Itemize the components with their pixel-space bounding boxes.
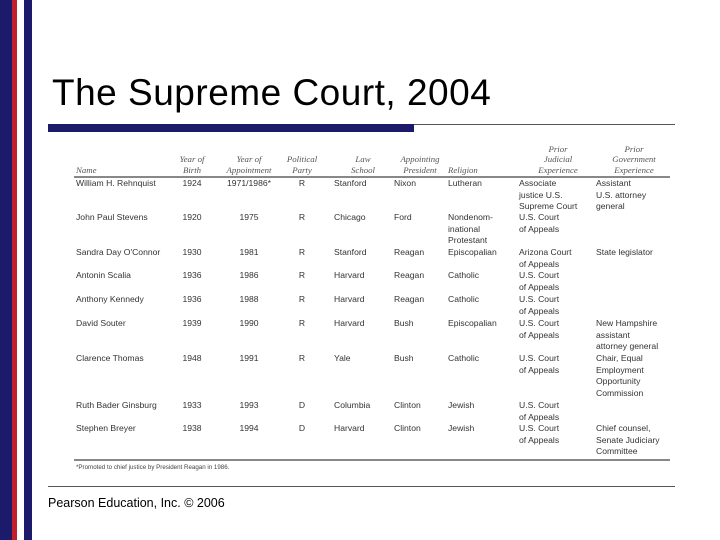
table-cell-prior-judicial [519,294,597,317]
table-cell-appointment-year [218,212,280,224]
table-cell-appointment-year [218,247,280,259]
column-header-political-party [282,137,322,175]
cell-line: 1991 [239,353,259,363]
table-cell-prior-judicial [519,212,597,235]
cell-line: justice U.S. [519,189,563,200]
cell-line: Jewish [448,423,475,433]
cell-line: 1994 [239,423,259,433]
cell-line: Commission [596,387,644,398]
cell-line: D [298,423,306,433]
table-bottom-rule [74,459,670,461]
table-cell-appointing-president [394,178,446,190]
left-stripe-navy-inner [24,0,32,540]
cell-line: Harvard [334,318,365,328]
table-cell-birth-year [176,318,208,330]
cell-line: general [596,201,625,212]
slide-title: The Supreme Court, 2004 [52,72,492,113]
cell-line: of Appeals [519,258,560,269]
cell-line: Protestant [448,235,488,246]
column-header-line: Experience [614,164,654,175]
table-cell-prior-judicial [519,318,597,341]
table-cell-political-party [282,423,322,435]
justices-table [72,137,672,477]
cell-line: 1924 [182,178,202,188]
cell-line: Stanford [334,178,367,188]
column-header-line: Religion [448,164,478,175]
table-cell-appointment-year [218,270,280,282]
cell-line: of Appeals [519,305,560,316]
cell-line: D [298,400,306,410]
table-cell-religion [448,247,516,259]
left-stripe-white [17,0,24,540]
column-header-line: Experience [538,164,578,175]
cell-line: U.S. Court [519,423,560,433]
table-cell-name [76,294,176,306]
cell-line: Assistant [596,178,631,188]
table-footnote: *Promoted to chief justice by President Reagan in 1986. [76,464,230,471]
cell-line: State legislator [596,247,653,257]
cell-line: William H. Rehnquist [76,178,156,188]
cell-line: Clinton [394,400,421,410]
table-cell-birth-year [176,423,208,435]
table-cell-political-party [282,294,322,306]
cell-line: R [298,294,306,304]
table-cell-religion [448,270,516,282]
cell-line: Ruth Bader Ginsburg [76,400,157,410]
column-header-line: Judicial [543,154,573,164]
cell-line: Antonin Scalia [76,270,131,280]
table-cell-birth-year [176,212,208,224]
column-header-line: Year of [236,154,262,164]
table-cell-religion [448,294,516,306]
cell-line: Catholic [448,270,480,280]
table-cell-birth-year [176,400,208,412]
column-header-line: Prior [548,143,568,154]
column-header-line: President [403,164,437,175]
cell-line: Catholic [448,294,480,304]
cell-line: Harvard [334,294,365,304]
table-cell-appointment-year [218,178,280,190]
cell-line: 1993 [239,400,259,410]
table-cell-political-party [282,247,322,259]
table-cell-appointing-president [394,270,446,282]
cell-line: Committee [596,446,638,457]
column-header-law-school [334,137,392,175]
column-header-line: Year of [179,154,205,164]
column-header-line: Appointing [400,154,440,164]
table-cell-religion [448,178,516,190]
cell-line: R [298,247,306,257]
cell-line: Stanford [334,247,367,257]
cell-line: U.S. Court [519,400,560,410]
cell-line: Opportunity [596,376,641,387]
title-accent-bar [48,124,414,132]
table-cell-prior-government [596,423,672,458]
table-cell-appointment-year [218,318,280,330]
table-cell-name [76,270,176,282]
cell-line: U.S. Court [519,212,560,222]
table-cell-law-school [334,247,392,259]
table-cell-appointing-president [394,212,446,224]
cell-line: Harvard [334,270,365,280]
cell-line: R [298,270,306,280]
column-header-line: Party [292,164,312,175]
column-header-line: Name [76,164,97,175]
table-cell-political-party [282,212,322,224]
table-cell-prior-judicial [519,353,597,376]
table-cell-appointment-year [218,353,280,365]
table-cell-appointment-year [218,400,280,412]
column-header-line: School [351,164,375,175]
table-cell-name [76,212,176,224]
table-cell-appointment-year [218,423,280,435]
cell-line: 1986 [239,270,259,280]
cell-line: Bush [394,353,414,363]
cell-line: U.S. Court [519,318,560,328]
cell-line: of Appeals [519,329,560,340]
table-cell-appointing-president [394,318,446,330]
table-cell-birth-year [176,353,208,365]
cell-line: Reagan [394,294,425,304]
cell-line: 1948 [182,353,202,363]
cell-line: Associate [519,178,557,188]
table-cell-name [76,353,176,365]
cell-line: 1936 [182,294,202,304]
cell-line: Episcopalian [448,247,497,257]
cell-line: 1938 [182,423,202,433]
cell-line: Chicago [334,212,366,222]
column-header-line: Government [612,154,656,164]
table-cell-law-school [334,270,392,282]
cell-line: Arizona Court [519,247,572,257]
table-cell-prior-government [596,318,672,353]
table-cell-prior-judicial [519,400,597,423]
cell-line: U.S. Court [519,270,560,280]
table-cell-prior-judicial [519,270,597,293]
table-cell-law-school [334,294,392,306]
cell-line: John Paul Stevens [76,212,148,222]
cell-line: 1939 [182,318,202,328]
table-cell-political-party [282,178,322,190]
cell-line: U.S. Court [519,294,560,304]
column-header-appointment-year [218,137,280,175]
column-header-line: Law [355,154,371,164]
table-cell-birth-year [176,270,208,282]
cell-line: U.S. Court [519,353,560,363]
cell-line: Supreme Court [519,201,578,212]
cell-line: Stephen Breyer [76,423,136,433]
cell-line: Yale [334,353,351,363]
cell-line: Nixon [394,178,416,188]
cell-line: assistant [596,329,630,340]
cell-line: Nondenom- [448,212,493,222]
column-header-birth-year [176,137,208,175]
cell-line: 1936 [182,270,202,280]
cell-line: of Appeals [519,364,560,375]
cell-line: Clarence Thomas [76,353,144,363]
table-cell-name [76,318,176,330]
table-cell-law-school [334,423,392,435]
cell-line: R [298,318,306,328]
table-cell-name [76,247,176,259]
cell-line: Lutheran [448,178,482,188]
cell-line: 1981 [239,247,259,257]
column-header-prior-government [596,137,672,175]
column-header-religion [448,137,516,175]
column-header-name [76,137,176,175]
cell-line: 1930 [182,247,202,257]
cell-line: of Appeals [519,434,560,445]
cell-line: attorney general [596,341,659,352]
column-header-line: Prior [624,143,644,154]
left-stripe-navy-outer [0,0,12,540]
cell-line: Employment [596,364,644,375]
table-cell-birth-year [176,294,208,306]
table-cell-religion [448,353,516,365]
table-cell-prior-judicial [519,247,597,270]
cell-line: Chair, Equal [596,353,643,363]
table-cell-prior-government [596,247,672,259]
table-cell-law-school [334,353,392,365]
cell-line: R [298,212,306,222]
cell-line: Clinton [394,423,421,433]
table-cell-birth-year [176,178,208,190]
column-header-prior-judicial [519,137,597,175]
cell-line: 1920 [182,212,202,222]
cell-line: 1971/1986* [227,178,271,188]
table-cell-religion [448,423,516,435]
table-cell-appointing-president [394,423,446,435]
cell-line: R [298,353,306,363]
table-cell-appointment-year [218,294,280,306]
column-header-line: Birth [182,164,202,175]
table-cell-political-party [282,400,322,412]
table-cell-prior-judicial [519,178,597,213]
cell-line: Anthony Kennedy [76,294,144,304]
cell-line: Catholic [448,353,480,363]
cell-line: inational [448,223,481,234]
table-cell-political-party [282,353,322,365]
cell-line: Episcopalian [448,318,497,328]
table-cell-prior-government [596,178,672,213]
table-cell-law-school [334,178,392,190]
cell-line: R [298,178,306,188]
cell-line: 1988 [239,294,259,304]
cell-line: Reagan [394,270,425,280]
cell-line: of Appeals [519,411,560,422]
footer-copyright: Pearson Education, Inc. © 2006 [48,496,225,510]
table-cell-appointing-president [394,247,446,259]
table-cell-appointing-president [394,294,446,306]
cell-line: of Appeals [519,281,560,292]
table-cell-prior-judicial [519,423,597,446]
cell-line: of Appeals [519,223,560,234]
column-header-appointing-president [394,137,446,175]
footer-rule [48,486,675,487]
cell-line: Bush [394,318,414,328]
cell-line: Reagan [394,247,425,257]
table-cell-political-party [282,318,322,330]
cell-line: Harvard [334,423,365,433]
cell-line: 1975 [239,212,259,222]
table-cell-law-school [334,212,392,224]
cell-line: 1990 [239,318,259,328]
table-cell-political-party [282,270,322,282]
table-cell-law-school [334,318,392,330]
table-cell-religion [448,212,516,247]
cell-line: Senate Judiciary [596,434,660,445]
table-cell-name [76,400,176,412]
cell-line: Jewish [448,400,475,410]
cell-line: Chief counsel, [596,423,651,433]
cell-line: 1933 [182,400,202,410]
cell-line: Columbia [334,400,371,410]
table-cell-appointing-president [394,400,446,412]
table-cell-name [76,423,176,435]
table-cell-prior-government [596,353,672,399]
cell-line: David Souter [76,318,126,328]
column-header-line: Political [286,154,318,164]
cell-line: New Hampshire [596,318,658,328]
column-header-line: Appointment [226,164,272,175]
table-cell-appointing-president [394,353,446,365]
table-cell-law-school [334,400,392,412]
table-cell-religion [448,318,516,330]
table-cell-birth-year [176,247,208,259]
cell-line: U.S. attorney [596,189,647,200]
cell-line: Ford [394,212,412,222]
table-cell-name [76,178,176,190]
cell-line: Sandra Day O'Connor [76,247,161,257]
table-cell-religion [448,400,516,412]
